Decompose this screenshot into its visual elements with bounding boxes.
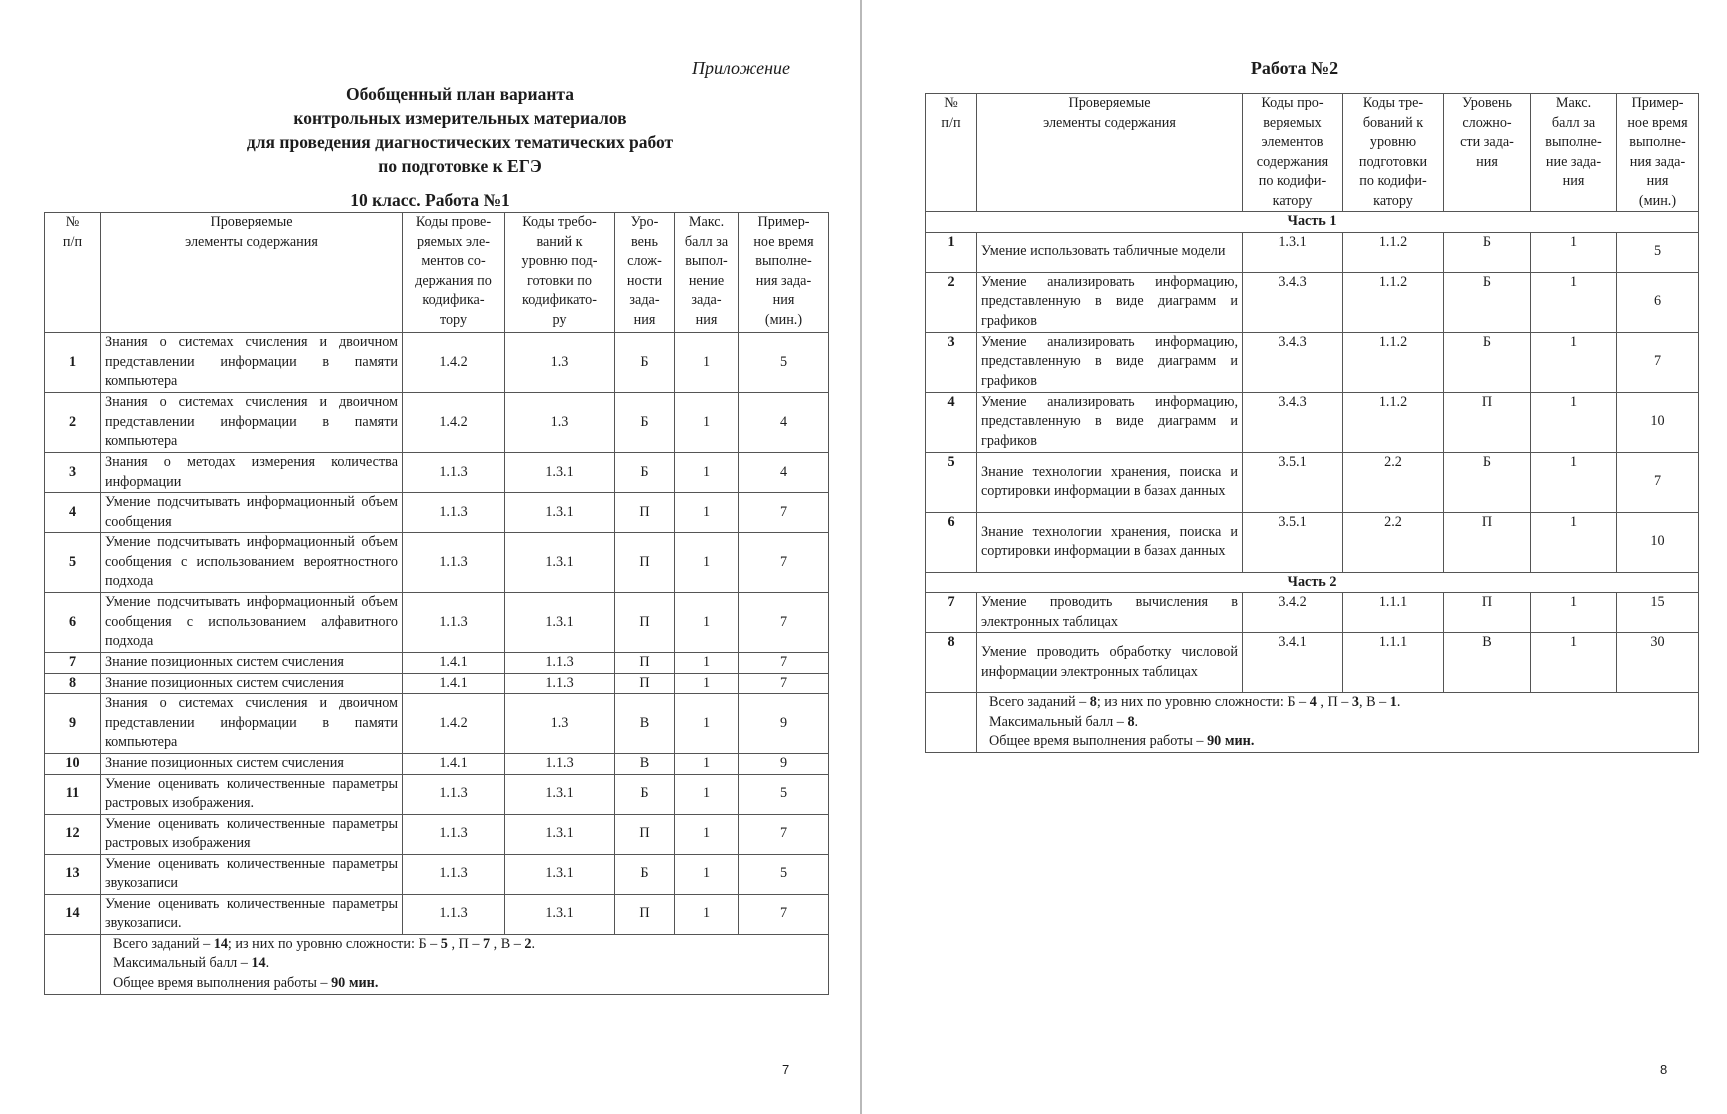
row-content-code: 1.4.1 [403,673,505,694]
header-elements [101,213,403,333]
row-description: Умение анализировать информацию, представленную в виде диаграмм и графиков [977,392,1243,452]
row-difficulty-level: П [615,533,675,593]
header-level [1444,94,1531,212]
right-page [862,0,1727,1114]
row-difficulty-level: П [615,653,675,674]
row-max-score: 1 [1531,232,1617,272]
row-content-code: 3.4.1 [1243,633,1343,693]
left-page [0,0,860,1114]
summary-text: . [1396,694,1401,710]
row-requirement-code: 1.3 [505,333,615,393]
summary-max-line [989,713,1698,733]
table-row [926,593,1699,633]
table-row [45,854,829,894]
row-content-code: 1.3.1 [1243,232,1343,272]
table-row [45,814,829,854]
work2-subtitle: Работа №2 [1250,58,1339,78]
summary-cell [101,934,829,994]
row-max-score: 1 [1531,452,1617,512]
row-requirement-code: 1.1.1 [1343,633,1444,693]
row-number: 11 [45,774,101,814]
summary-text: . [1134,713,1139,730]
row-requirement-code: 1.1.2 [1343,392,1444,452]
row-difficulty-level: В [1444,633,1531,693]
row-description: Умение подсчитывать информационный объем сообщения с использованием вероятностного подхода [101,533,403,593]
header-content-codes [1243,94,1343,212]
summary-v-value: 1 [1389,694,1397,710]
row-max-score: 1 [1531,633,1617,693]
header-max-score [1531,94,1617,212]
summary-max-value: 8 [1127,713,1135,730]
part-row [926,212,1699,233]
table-row [926,392,1699,452]
header-req-codes-text: Коды тре- бований к уровню подготовки по кодифи- катору [1358,95,1428,209]
table-row [926,272,1699,332]
row-content-code: 1.4.2 [403,694,505,754]
table-row [926,232,1699,272]
row-description: Знания о методах измерения количества информации [101,453,403,493]
row-time-minutes: 10 [1617,512,1699,572]
row-time-minutes: 10 [1617,392,1699,452]
row-description: Знание технологии хранения, поиска и сортировки информации в базах данных [977,452,1243,512]
row-number: 12 [45,814,101,854]
row-number: 4 [45,493,101,533]
row-number: 6 [45,593,101,653]
row-max-score: 1 [675,694,739,754]
header-max-score-text: Макс. балл за выпол- нение зада- ния [684,214,729,328]
summary-max-value: 14 [251,955,266,971]
summary-text: , П – [447,935,483,952]
part-row [926,572,1699,593]
summary-p-value: 7 [482,935,491,952]
row-max-score: 1 [675,894,739,934]
summary-text: . [531,935,535,952]
row-content-code: 1.1.3 [403,854,505,894]
row-description: Умение подсчитывать информационный объем сообщения с использованием алфавитного подхода [101,593,403,653]
row-number: 2 [926,272,977,332]
row-requirement-code: 1.3.1 [505,493,615,533]
row-time-minutes: 4 [739,393,829,453]
summary-b-value: 5 [440,935,448,952]
title-line: по подготовке к ЕГЭ [378,156,542,176]
row-content-code: 1.1.3 [403,493,505,533]
row-time-minutes: 6 [1617,272,1699,332]
row-max-score: 1 [675,593,739,653]
table-header-row [926,94,1699,212]
title-line: для проведения диагностических тематических работ [246,132,674,152]
summary-p-value: 3 [1351,694,1359,710]
row-requirement-code: 1.1.3 [505,754,615,775]
row-max-score: 1 [1531,512,1617,572]
summary-text: , П – [1316,694,1352,710]
row-content-code: 1.1.3 [403,774,505,814]
table-row [45,533,829,593]
row-max-score: 1 [675,493,739,533]
row-time-minutes: 7 [739,673,829,694]
row-difficulty-level: Б [1444,452,1531,512]
row-description: Знания о системах счисления и двоичном представлении информации в памяти компьютера [101,333,403,393]
row-max-score: 1 [675,333,739,393]
table-row [45,694,829,754]
row-content-code: 1.4.2 [403,333,505,393]
row-description: Знания о системах счисления и двоичном представлении информации в памяти компьютера [101,694,403,754]
header-time [739,213,829,333]
table-row [45,393,829,453]
row-requirement-code: 1.1.3 [505,673,615,694]
row-difficulty-level: Б [615,393,675,453]
row-number: 7 [926,593,977,633]
row-content-code: 3.4.2 [1243,593,1343,633]
summary-v-value: 2 [524,935,532,952]
summary-total-value: 8 [1089,694,1097,710]
row-content-code: 3.4.3 [1243,332,1343,392]
table-row [45,593,829,653]
row-description: Знание позиционных систем счисления [101,754,403,775]
row-number: 8 [45,673,101,694]
header-level-text: Уровень сложно- сти зада- ния [1460,95,1514,170]
summary-time-line [113,974,828,994]
row-requirement-code: 1.3.1 [505,894,615,934]
header-time-text: Пример- ное время выполне- ния зада- ния (мин.) [1627,95,1688,209]
row-requirement-code: 1.3.1 [505,533,615,593]
row-time-minutes: 5 [739,854,829,894]
row-content-code: 1.4.2 [403,393,505,453]
row-description: Умение оценивать количественные параметры растровых изображения. [101,774,403,814]
row-difficulty-level: Б [1444,272,1531,332]
summary-time-value: 90 мин. [1207,733,1255,749]
row-difficulty-level: П [1444,512,1531,572]
row-requirement-code: 1.1.2 [1343,232,1444,272]
row-max-score: 1 [675,754,739,775]
title-line: контрольных измерительных материалов [293,108,627,128]
page-number-right: 8 [1660,1062,1668,1077]
row-requirement-code: 2.2 [1343,452,1444,512]
row-description: Умение проводить обработку числовой информации электронных таблицах [977,633,1243,693]
row-time-minutes: 5 [1617,232,1699,272]
row-number: 2 [45,393,101,453]
summary-text: , В – [490,935,525,952]
row-max-score: 1 [1531,392,1617,452]
row-difficulty-level: Б [615,453,675,493]
row-content-code: 1.1.3 [403,453,505,493]
header-num [926,94,977,212]
row-requirement-code: 2.2 [1343,512,1444,572]
row-description: Умение оценивать количественные параметры звукозаписи. [101,894,403,934]
row-time-minutes: 7 [739,653,829,674]
row-difficulty-level: Б [615,333,675,393]
row-description: Знания о системах счисления и двоичном представлении информации в памяти компьютера [101,393,403,453]
row-description: Умение анализировать информацию, представленную в виде диаграмм и графиков [977,332,1243,392]
summary-max-line [113,954,828,974]
row-max-score: 1 [675,814,739,854]
table-row [45,774,829,814]
table-row [45,673,829,694]
page-number-left: 7 [782,1062,790,1077]
row-requirement-code: 1.1.2 [1343,332,1444,392]
work1-plan-table [44,212,829,995]
row-difficulty-level: Б [615,854,675,894]
row-requirement-code: 1.3 [505,694,615,754]
row-time-minutes: 7 [739,894,829,934]
row-time-minutes: 7 [1617,332,1699,392]
row-requirement-code: 1.3.1 [505,814,615,854]
header-req-codes [505,213,615,333]
row-requirement-code: 1.1.3 [505,653,615,674]
row-requirement-code: 1.3.1 [505,854,615,894]
summary-row [926,693,1699,753]
header-time [1617,94,1699,212]
table-row [45,894,829,934]
summary-empty-cell [45,934,101,994]
summary-cell [977,693,1699,753]
row-content-code: 1.1.3 [403,533,505,593]
row-content-code: 3.5.1 [1243,512,1343,572]
table-row [45,453,829,493]
row-time-minutes: 7 [739,593,829,653]
row-max-score: 1 [675,774,739,814]
row-difficulty-level: Б [1444,232,1531,272]
header-elements [977,94,1243,212]
summary-text: Максимальный балл – [113,955,252,971]
summary-total-line [113,935,828,955]
table-row [45,653,829,674]
header-num-text: № п/п [62,214,83,250]
row-max-score: 1 [1531,593,1617,633]
row-number: 4 [926,392,977,452]
work1-subtitle: 10 класс. Работа №1 [350,190,510,210]
row-max-score: 1 [1531,332,1617,392]
row-difficulty-level: В [615,754,675,775]
row-content-code: 1.4.1 [403,754,505,775]
header-content-codes-text: Коды прове- ряемых эле- ментов со- держания по кодифика- тору [415,214,492,328]
row-number: 8 [926,633,977,693]
title-line: Обобщенный план варианта [346,84,574,104]
header-level [615,213,675,333]
row-difficulty-level: В [615,694,675,754]
row-time-minutes: 7 [1617,452,1699,512]
header-num [45,213,101,333]
document-title [150,82,770,178]
row-time-minutes: 15 [1617,593,1699,633]
header-max-score-text: Макс. балл за выполне- ние зада- ния [1545,95,1602,189]
part1-label: Часть 1 [926,212,1699,233]
row-number: 5 [45,533,101,593]
row-time-minutes: 7 [739,533,829,593]
row-max-score: 1 [675,653,739,674]
work2-plan-table [925,93,1699,753]
row-number: 10 [45,754,101,775]
row-requirement-code: 1.3.1 [505,453,615,493]
row-description: Умение подсчитывать информационный объем сообщения [101,493,403,533]
summary-row [45,934,829,994]
row-time-minutes: 9 [739,694,829,754]
row-difficulty-level: П [615,814,675,854]
row-requirement-code: 1.1.2 [1343,272,1444,332]
row-content-code: 3.5.1 [1243,452,1343,512]
row-max-score: 1 [675,673,739,694]
summary-total-line [989,693,1698,713]
header-req-codes-text: Коды требо- ваний к уровню под- готовки по кодификато- ру [521,214,598,328]
row-number: 3 [45,453,101,493]
row-time-minutes: 5 [739,333,829,393]
row-content-code: 1.4.1 [403,653,505,674]
table-row [926,512,1699,572]
row-content-code: 1.1.3 [403,593,505,653]
row-difficulty-level: П [615,593,675,653]
row-max-score: 1 [675,854,739,894]
summary-empty-cell [926,693,977,753]
part2-label: Часть 2 [926,572,1699,593]
summary-time-value: 90 мин. [331,974,379,991]
row-difficulty-level: П [615,673,675,694]
header-elements-text: Проверяемые элементы содержания [1043,95,1176,131]
header-content-codes [403,213,505,333]
row-content-code: 1.1.3 [403,894,505,934]
header-elements-text: Проверяемые элементы содержания [185,214,318,250]
row-number: 1 [926,232,977,272]
table-row [45,333,829,393]
row-requirement-code: 1.1.1 [1343,593,1444,633]
table-row [926,633,1699,693]
header-req-codes [1343,94,1444,212]
row-difficulty-level: Б [615,774,675,814]
row-max-score: 1 [675,393,739,453]
summary-text: . [265,955,270,971]
summary-text: , В – [1358,694,1390,710]
row-time-minutes: 30 [1617,633,1699,693]
row-number: 13 [45,854,101,894]
row-max-score: 1 [1531,272,1617,332]
row-number: 1 [45,333,101,393]
row-time-minutes: 7 [739,814,829,854]
row-difficulty-level: П [1444,392,1531,452]
row-number: 14 [45,894,101,934]
row-requirement-code: 1.3.1 [505,593,615,653]
appendix-label: Приложение [691,58,790,78]
row-number: 6 [926,512,977,572]
summary-text: Всего заданий – [113,935,214,952]
row-requirement-code: 1.3 [505,393,615,453]
row-description: Умение оценивать количественные параметры растровых изображения [101,814,403,854]
row-number: 7 [45,653,101,674]
row-description: Умение оценивать количественные параметры звукозаписи [101,854,403,894]
row-description: Умение анализировать информацию, представленную в виде диаграмм и графиков [977,272,1243,332]
row-difficulty-level: П [615,493,675,533]
row-description: Умение использовать табличные модели [977,232,1243,272]
row-content-code: 3.4.3 [1243,272,1343,332]
table-row [45,493,829,533]
row-requirement-code: 1.3.1 [505,774,615,814]
summary-text: Общее время выполнения работы – [989,733,1208,749]
row-number: 3 [926,332,977,392]
row-content-code: 1.1.3 [403,814,505,854]
row-time-minutes: 7 [739,493,829,533]
summary-text: Максимальный балл – [989,713,1128,730]
summary-text: Общее время выполнения работы – [113,974,332,991]
table-row [926,332,1699,392]
row-description: Умение проводить вычисления в электронных таблицах [977,593,1243,633]
row-difficulty-level: П [615,894,675,934]
row-time-minutes: 4 [739,453,829,493]
summary-text: Всего заданий – [989,694,1090,710]
table-row [926,452,1699,512]
row-max-score: 1 [675,453,739,493]
row-description: Знание технологии хранения, поиска и сортировки информации в базах данных [977,512,1243,572]
header-num-text: № п/п [941,95,961,131]
row-max-score: 1 [675,533,739,593]
row-difficulty-level: П [1444,593,1531,633]
header-content-codes-text: Коды про- веряемых элементов содержания по кодифи- катору [1256,95,1329,209]
row-difficulty-level: Б [1444,332,1531,392]
summary-text: ; из них по уровню сложности: Б – [1096,694,1310,710]
row-number: 9 [45,694,101,754]
table-header-row [45,213,829,333]
header-max-score [675,213,739,333]
summary-time-line [989,732,1698,752]
summary-text: ; из них по уровню сложности: Б – [227,935,441,952]
row-time-minutes: 5 [739,774,829,814]
row-number: 5 [926,452,977,512]
row-description: Знание позиционных систем счисления [101,673,403,694]
row-content-code: 3.4.3 [1243,392,1343,452]
table-row [45,754,829,775]
header-time-text: Пример- ное время выполне- ния зада- ния (мин.) [753,214,814,328]
row-time-minutes: 9 [739,754,829,775]
row-description: Знание позиционных систем счисления [101,653,403,674]
header-level-text: Уро- вень слож- ности зада- ния [626,214,663,328]
summary-b-value: 4 [1309,694,1317,710]
summary-total-value: 14 [213,935,228,952]
